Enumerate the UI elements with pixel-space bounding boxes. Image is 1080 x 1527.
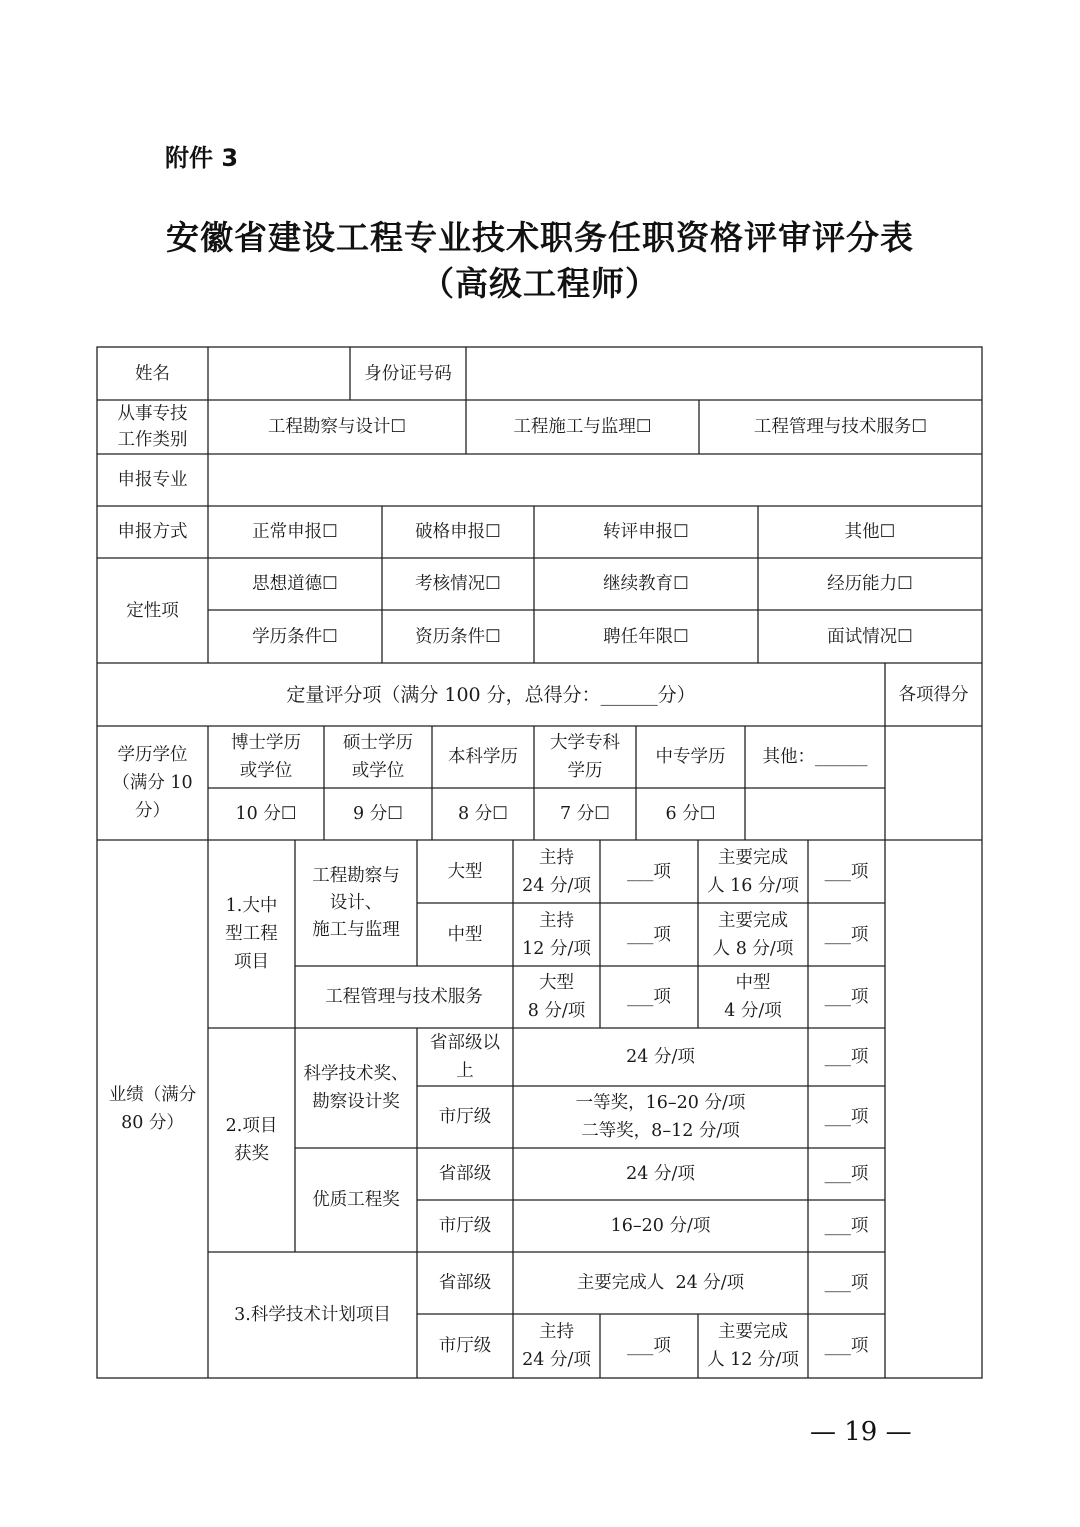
sec3-provincial-count[interactable]: ___项 [824,1273,869,1293]
edu-score-7[interactable]: 7 分☐ [560,804,610,824]
qual-assessment[interactable]: 考核情况☐ [415,574,501,594]
sec1-large-host-count[interactable]: ___项 [627,861,671,882]
edu-score-10[interactable]: 10 分☐ [235,804,297,824]
method-transfer[interactable]: 转评申报☐ [603,522,689,542]
sec2-quality-provincial-score: 24 分/项 [626,1164,695,1184]
method-normal[interactable]: 正常申报☐ [252,522,338,542]
sec2-quality-city-score: 16–20 分/项 [610,1216,711,1236]
sec2-sci-city-count[interactable]: ___项 [824,1107,869,1127]
sec2-sci-tech-award: 科学技术奖、 勘察设计奖 [303,1064,409,1112]
edu-score-field[interactable] [885,726,982,840]
sec3-city-main-score: 主要完成 人 12 分/项 [707,1322,799,1370]
sec2-quality-city-count[interactable]: ___项 [824,1216,869,1236]
sec1-large: 大型 [447,861,483,882]
edu-score-9[interactable]: 9 分☐ [353,804,403,824]
sec3-city-host-score: 主持 24 分/项 [522,1322,591,1370]
edu-master: 硕士学历 或学位 [343,733,413,781]
page-number: — 19 — [810,1417,912,1447]
edu-secondary: 中专学历 [655,747,726,767]
qual-ethics[interactable]: 思想道德☐ [252,574,338,594]
edu-other[interactable]: 其他：______ [762,747,868,767]
edu-doctorate: 博士学历 或学位 [231,733,301,781]
sec2-quality-city: 市厅级 [438,1216,492,1236]
sec1-medium-main-score: 主要完成 人 8 分/项 [712,910,794,959]
sec2-sci-provincial: 省部级以 上 [430,1033,500,1081]
method-label: 申报方式 [117,522,188,542]
method-exceptional[interactable]: 破格申报☐ [415,522,501,542]
sec1-mgmt-medium-score: 中型 4 分/项 [724,973,782,1021]
sec1-mgmt-medium-count[interactable]: ___项 [824,987,869,1007]
sec1-survey-construction: 工程勘察与 设计、 施工与监理 [312,865,400,940]
sec1-medium: 中型 [447,924,483,945]
qual-education[interactable]: 学历条件☐ [252,626,338,647]
sec3-city: 市厅级 [438,1336,492,1356]
sec1-medium-main-count[interactable]: ___项 [824,924,869,945]
attachment-label: 附件 3 [165,144,239,172]
page-subtitle: （高级工程师） [421,264,659,303]
sec2-quality-provincial-count[interactable]: ___项 [824,1164,869,1184]
sec2-quality-provincial: 省部级 [438,1164,492,1184]
edu-bachelor: 本科学历 [448,747,518,767]
qual-experience[interactable]: 经历能力☐ [827,574,913,594]
major-field[interactable] [208,454,982,506]
sec2-sci-provincial-count[interactable]: ___项 [824,1047,869,1067]
method-other[interactable]: 其他☐ [844,522,896,542]
sec3-provincial: 省部级 [438,1273,492,1293]
category-option-construction[interactable]: 工程施工与监理☐ [513,417,652,437]
id-number-label: 身份证号码 [364,363,452,384]
qualitative-label: 定性项 [126,600,179,621]
sec1-large-main-score: 主要完成 人 16 分/项 [707,847,799,896]
sec1-mgmt-large-count[interactable]: ___项 [627,987,671,1007]
performance-label: 业绩（满分 80 分） [108,1085,197,1133]
sec1-medium-host-count[interactable]: ___项 [627,924,671,945]
sec1-large-medium-projects: 1.大中 型工程 项目 [225,896,278,972]
id-number-field[interactable] [466,347,982,400]
qual-continuing-edu[interactable]: 继续教育☐ [603,574,689,594]
sec1-large-main-count[interactable]: ___项 [824,861,869,882]
major-label: 申报专业 [117,470,188,490]
edu-score-6[interactable]: 6 分☐ [665,804,716,824]
item-score-header: 各项得分 [898,684,969,705]
name-field[interactable] [208,347,350,400]
sec1-mgmt-large-score: 大型 8 分/项 [527,973,586,1021]
qual-interview[interactable]: 面试情况☐ [827,626,913,647]
edu-college: 大学专科 学历 [550,733,620,781]
sec2-sci-city-score: 一等奖，16–20 分/项 二等奖，8–12 分/项 [575,1093,746,1141]
sec2-sci-city: 市厅级 [438,1107,492,1127]
sec2-sci-provincial-score: 24 分/项 [626,1047,695,1067]
work-category-label: 从事专技 工作类别 [117,404,188,450]
sec1-large-host-score: 主持 24 分/项 [522,847,591,896]
qual-seniority[interactable]: 资历条件☐ [415,626,501,647]
sec2-quality-award: 优质工程奖 [312,1190,400,1210]
quantitative-header: 定量评分项（满分 100 分，总得分：______分） [286,683,696,706]
edu-score-8[interactable]: 8 分☐ [458,804,508,824]
category-option-survey-design[interactable]: 工程勘察与设计☐ [267,417,407,437]
sec3-city-main-count[interactable]: ___项 [824,1336,869,1356]
sec3-city-host-count[interactable]: ___项 [627,1336,671,1356]
sec2-project-awards: 2.项目 获奖 [225,1116,278,1164]
performance-score-field[interactable] [885,840,982,1378]
name-label: 姓名 [135,363,170,384]
category-option-management[interactable]: 工程管理与技术服务☐ [753,417,928,437]
education-label: 学历学位 （满分 10 分） [112,745,193,821]
sec3-sci-tech-plan: 3.科学技术计划项目 [234,1305,391,1325]
sec1-medium-host-score: 主持 12 分/项 [522,910,591,959]
sec1-management-service: 工程管理与技术服务 [325,987,483,1007]
sec3-provincial-score: 主要完成人 24 分/项 [576,1273,745,1293]
qual-employment-years[interactable]: 聘任年限☐ [603,626,689,647]
page-title: 安徽省建设工程专业技术职务任职资格评审评分表 [166,218,914,257]
